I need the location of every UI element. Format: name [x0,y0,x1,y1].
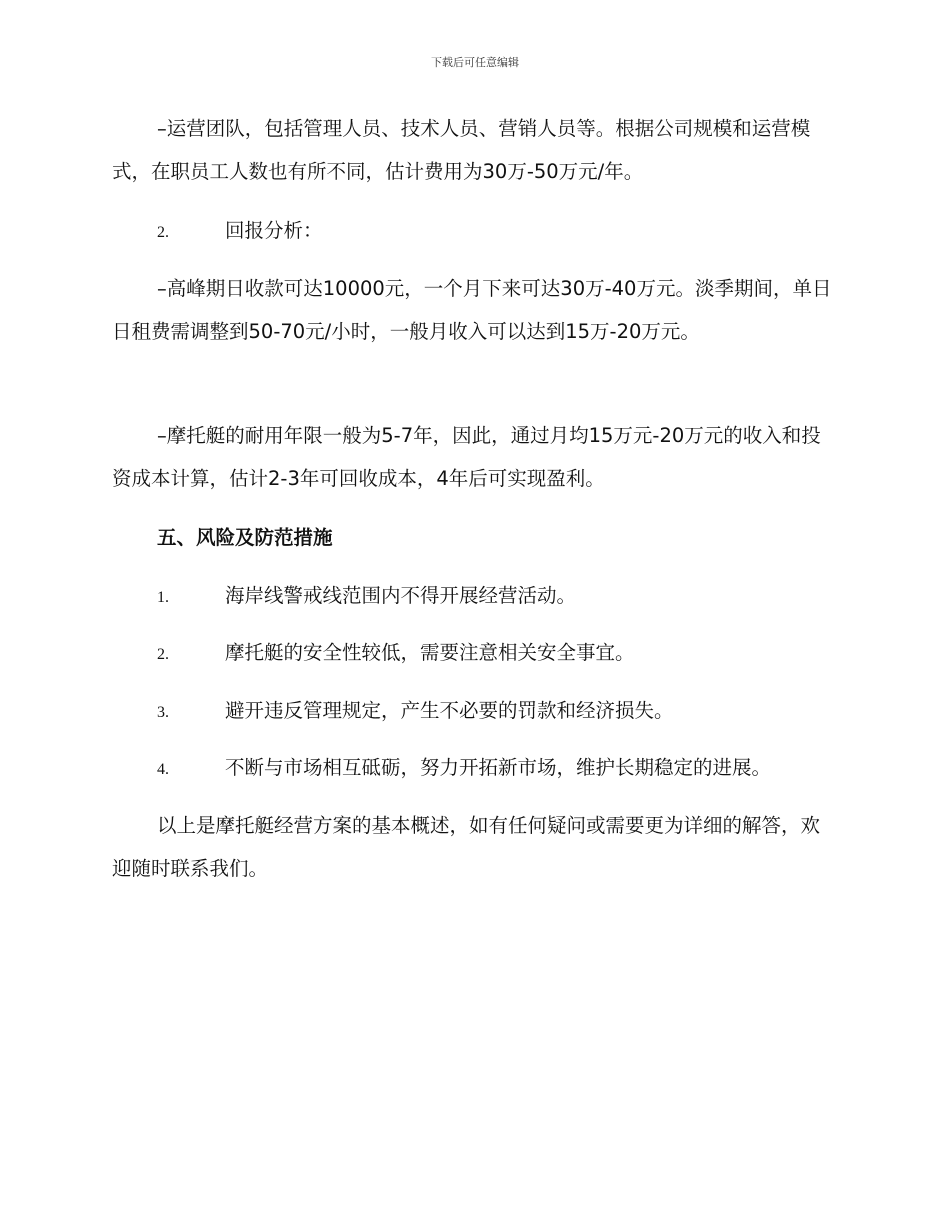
list-text: 避开违反管理规定，产生不必要的罚款和经济损失。 [225,699,674,722]
list-item-risk-2 [157,639,837,669]
section-heading-risks: 五、风险及防范措施 [157,526,333,549]
paragraph-peak-revenue: –高峰期日收款可达10000元，一个月下来可达30万-40万元。淡季期间，单日日租费需调整到50-70元/小时，一般月收入可以达到15万-20万元。 [112,277,832,343]
page-header: 下载后可任意编辑 [431,56,519,69]
list-text: 不断与市场相互砥砺，努力开拓新市场，维护长期稳定的进展。 [225,756,772,779]
list-item-risk-3 [157,697,837,727]
list-number: 2. [157,646,169,663]
list-text: 回报分析： [225,219,323,242]
list-item-risk-4 [157,754,837,784]
list-item-risk-1 [157,582,837,612]
list-number: 3. [157,704,169,721]
paragraph-operations-team: –运营团队，包括管理人员、技术人员、营销人员等。根据公司规模和运营模式，在职员工人数也有所不同，估计费用为30万-50万元/年。 [112,117,811,183]
paragraph-payback: –摩托艇的耐用年限一般为5-7年，因此，通过月均15万元-20万元的收入和投资成本计算，估计2-3年可回收成本，4年后可实现盈利。 [112,424,821,490]
paragraph-closing: 以上是摩托艇经营方案的基本概述，如有任何疑问或需要更为详细的解答，欢迎随时联系我们。 [112,814,821,880]
list-number: 1. [157,589,169,606]
list-text: 海岸线警戒线范围内不得开展经营活动。 [225,584,577,607]
list-item-return-analysis [157,217,837,247]
list-number: 2. [157,224,169,241]
list-text: 摩托艇的安全性较低，需要注意相关安全事宜。 [225,641,635,664]
list-number: 4. [157,761,169,778]
